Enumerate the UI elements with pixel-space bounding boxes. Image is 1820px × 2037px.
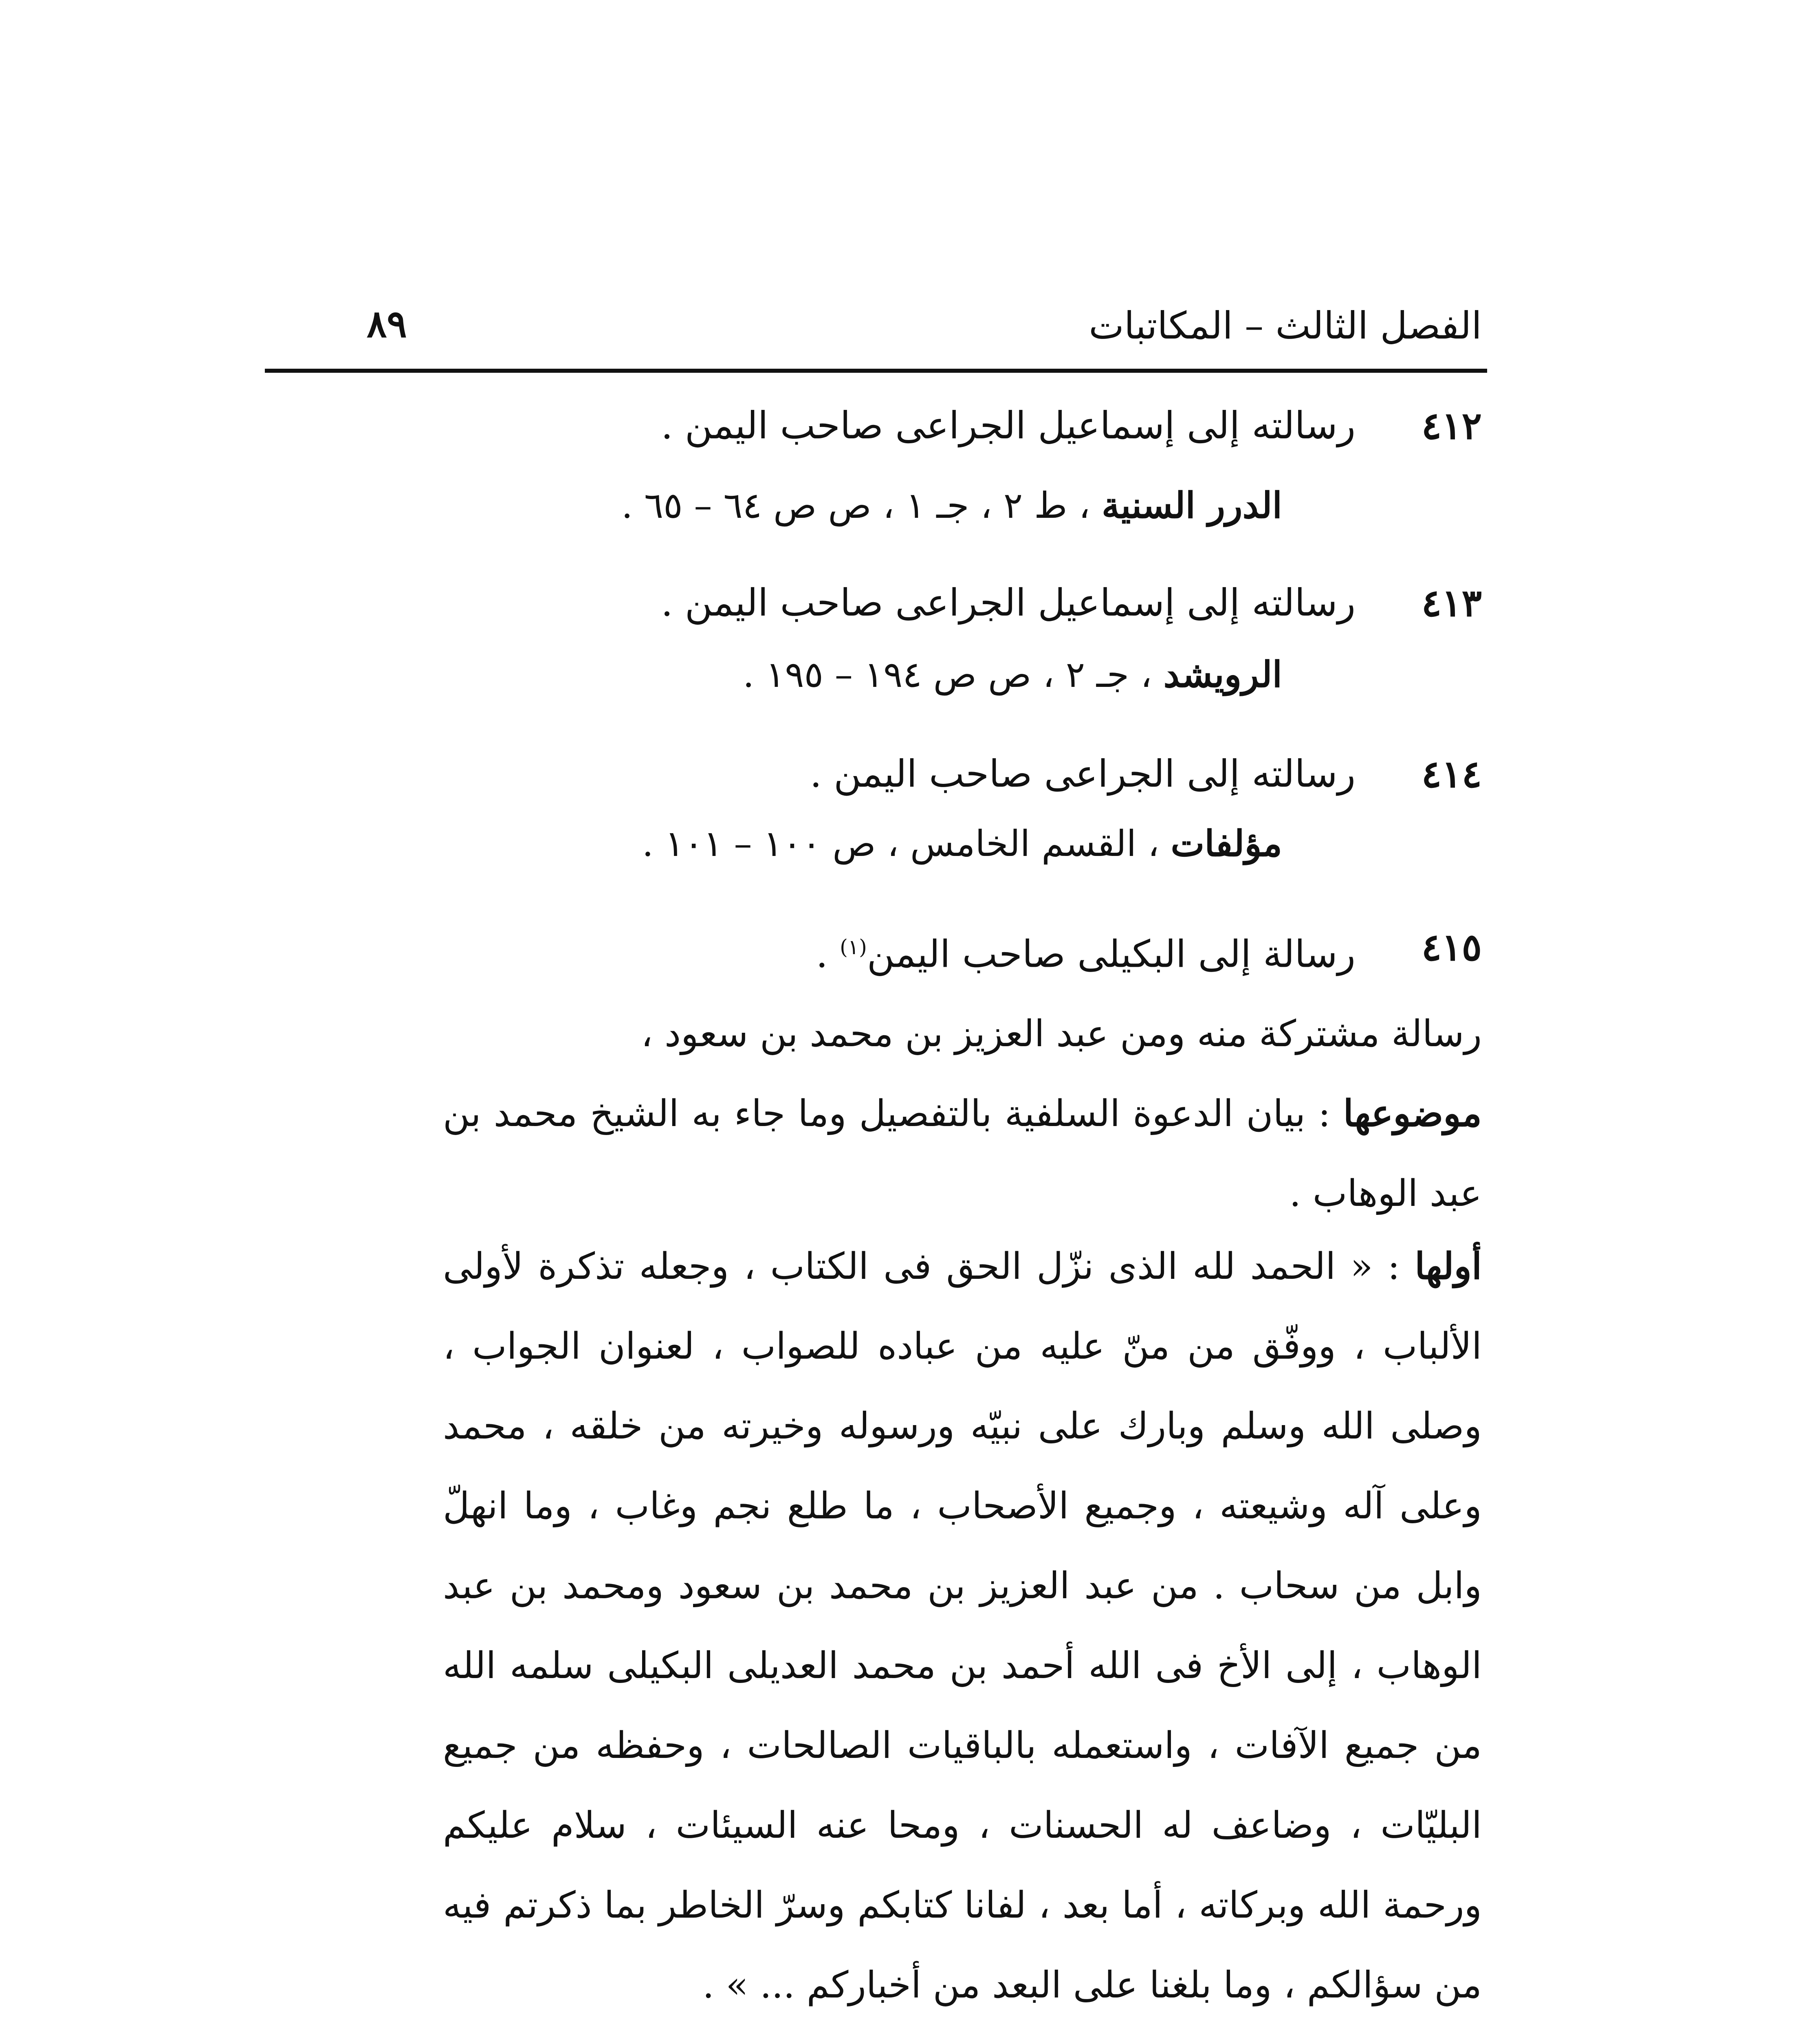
entry-reference-414 (642, 817, 1282, 870)
entry-number-412: ٤١٢ (1421, 404, 1482, 448)
opening-label: أولها (1415, 1245, 1482, 1288)
entry-number-415: ٤١٥ (1421, 925, 1482, 969)
topic-text: : بيان الدعوة السلفية بالتفصيل وما جاء به الشيخ محمد بن عبد الوهاب . (443, 1092, 1482, 1215)
reference-source: الرويشد (1163, 653, 1282, 695)
entry-title-415 (816, 921, 1356, 981)
chapter-title: الفصل الثالث – المكاتبات (1089, 304, 1482, 348)
page-number: ٨٩ (367, 302, 407, 346)
entry-title-end: . (816, 932, 840, 976)
topic-label: موضوعها (1343, 1092, 1482, 1135)
body-intro-line: رسالة مشتركة منه ومن عبد العزيز بن محمد بن سعود ، (641, 1012, 1482, 1055)
reference-source: مؤلفات (1171, 822, 1282, 865)
opening-text: : « الحمد لله الذى نزّل الحق فى الكتاب ، وجعله تذكرة لأولى الألباب ، ووفّق من منّ عليه من عباده للصواب ، لعنوان الجواب ، وصلى الله وسلم وبارك على نبيّه ورسوله وخيرته من خلقه ، محمد وعلى آله وشيعته ، وجميع الأصحاب ، ما طلع نجم وغاب ، وما انهلّ وابل من سحاب . من عبد العزيز بن محمد بن سعود ومحمد بن عبد الوهاب ، إلى الأخ فى الله أحمد بن محمد العديلى البكيلى سلمه الله من جميع الآفات ، واستعمله بالباقيات الصالحات ، وحفظه من جميع البليّات ، وضاعف له الحسنات ، ومحا عنه السيئات ، سلام عليكم ورحمة الله وبركاته ، أما بعد ، لفانا كتابكم وسرّ الخاطر بما ذكرتم فيه من سؤالكم ، وما بلغنا على البعد من أخباركم ... » . (443, 1245, 1482, 2006)
reference-source: الدرر السنية (1101, 484, 1282, 526)
reference-details: ، القسم الخامس ، ص ١٠٠ – ١٠١ . (642, 823, 1171, 865)
entry-title-412: رسالته إلى إسماعيل الجراعى صاحب اليمن . (661, 404, 1356, 447)
footnote-reference: (١) (840, 935, 867, 959)
entry-reference-413 (743, 648, 1282, 701)
reference-details: ، جـ ٢ ، ص ص ١٩٤ – ١٩٥ . (743, 653, 1164, 695)
final-reference (629, 2035, 1290, 2037)
header-rule (265, 369, 1487, 373)
entry-number-414: ٤١٤ (1421, 752, 1482, 796)
entry-reference-412 (621, 479, 1282, 532)
entry-title-414: رسالته إلى الجراعى صاحب اليمن . (810, 752, 1356, 796)
reference-details: ، ط ٢ ، جـ ١ ، ص ص ٦٤ – ٦٥ . (621, 484, 1102, 526)
entry-number-413: ٤١٣ (1421, 581, 1482, 625)
entry-title-413: رسالته إلى إسماعيل الجراعى صاحب اليمن . (661, 581, 1356, 625)
topic-paragraph (443, 1073, 1482, 1234)
entry-title-text: رسالة إلى البكيلى صاحب اليمن (867, 932, 1356, 976)
opening-paragraph (443, 1226, 1482, 2025)
